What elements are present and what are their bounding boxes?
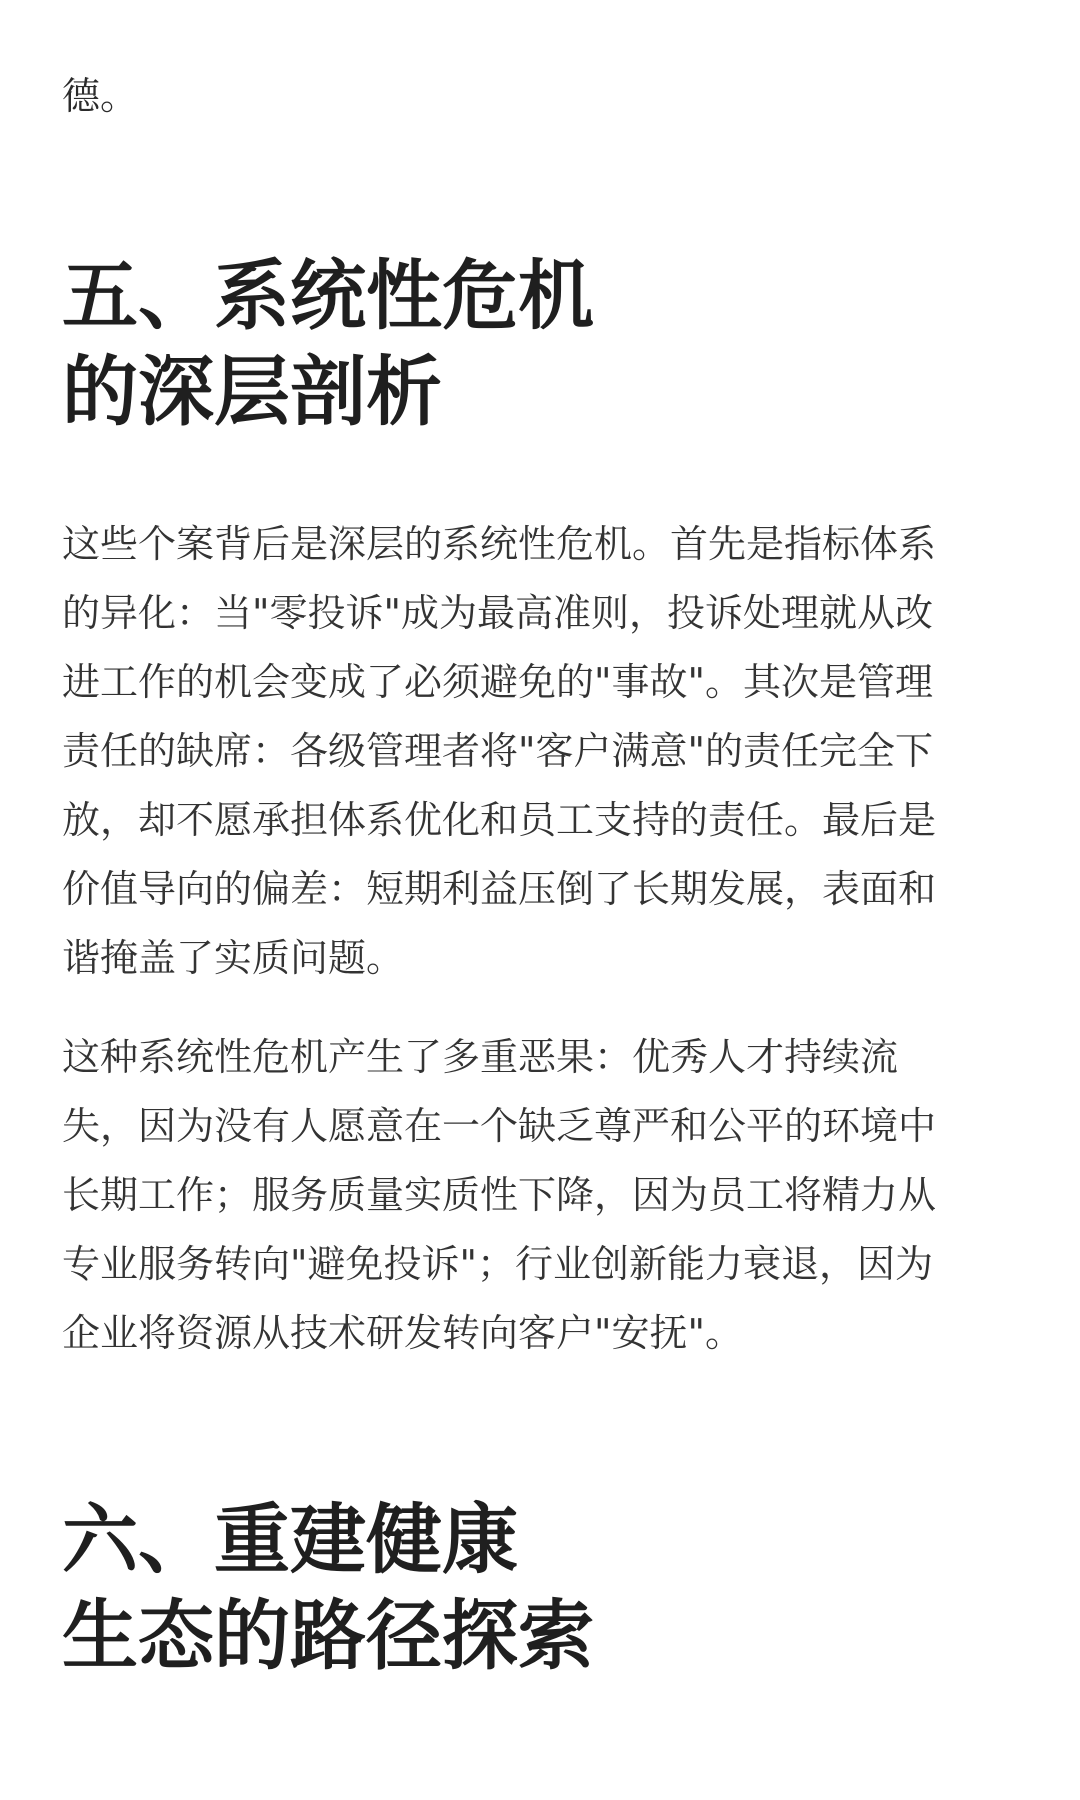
heading-line: 生态的路径探索 (62, 1591, 594, 1680)
paragraph-line: 价值导向的偏差：短期利益压倒了长期发展，表面和 (62, 867, 937, 911)
heading-line: 五、系统性危机 (62, 251, 594, 340)
paragraph-line: 这些个案背后是深层的系统性危机。首先是指标体系 (62, 522, 937, 566)
heading-line: 的深层剖析 (62, 347, 442, 436)
paragraph-line: 企业将资源从技术研发转向客户"安抚"。 (62, 1311, 743, 1355)
paragraph-line: 专业服务转向"避免投诉"；行业创新能力衰退，因为 (62, 1242, 933, 1286)
section-heading-6 (62, 1492, 594, 1684)
paragraph-line: 长期工作；服务质量实质性下降，因为员工将精力从 (62, 1173, 937, 1217)
body-paragraph (62, 1023, 1022, 1368)
paragraph-line: 责任的缺席：各级管理者将"客户满意"的责任完全下 (62, 729, 933, 773)
paragraph-line: 这种系统性危机产生了多重恶果：优秀人才持续流 (62, 1035, 899, 1079)
paragraph-line: 放，却不愿承担体系优化和员工支持的责任。最后是 (62, 798, 937, 842)
paragraph-fragment: 德。 (62, 74, 139, 118)
body-paragraph (62, 510, 1022, 993)
section-heading-5 (62, 248, 594, 440)
paragraph-line: 谐掩盖了实质问题。 (62, 936, 405, 980)
paragraph-line: 失，因为没有人愿意在一个缺乏尊严和公平的环境中 (62, 1104, 937, 1148)
heading-line: 六、重建健康 (62, 1495, 518, 1584)
paragraph-line: 进工作的机会变成了必须避免的"事故"。其次是管理 (62, 660, 933, 704)
paragraph-line: 的异化：当"零投诉"成为最高准则，投诉处理就从改 (62, 591, 933, 635)
